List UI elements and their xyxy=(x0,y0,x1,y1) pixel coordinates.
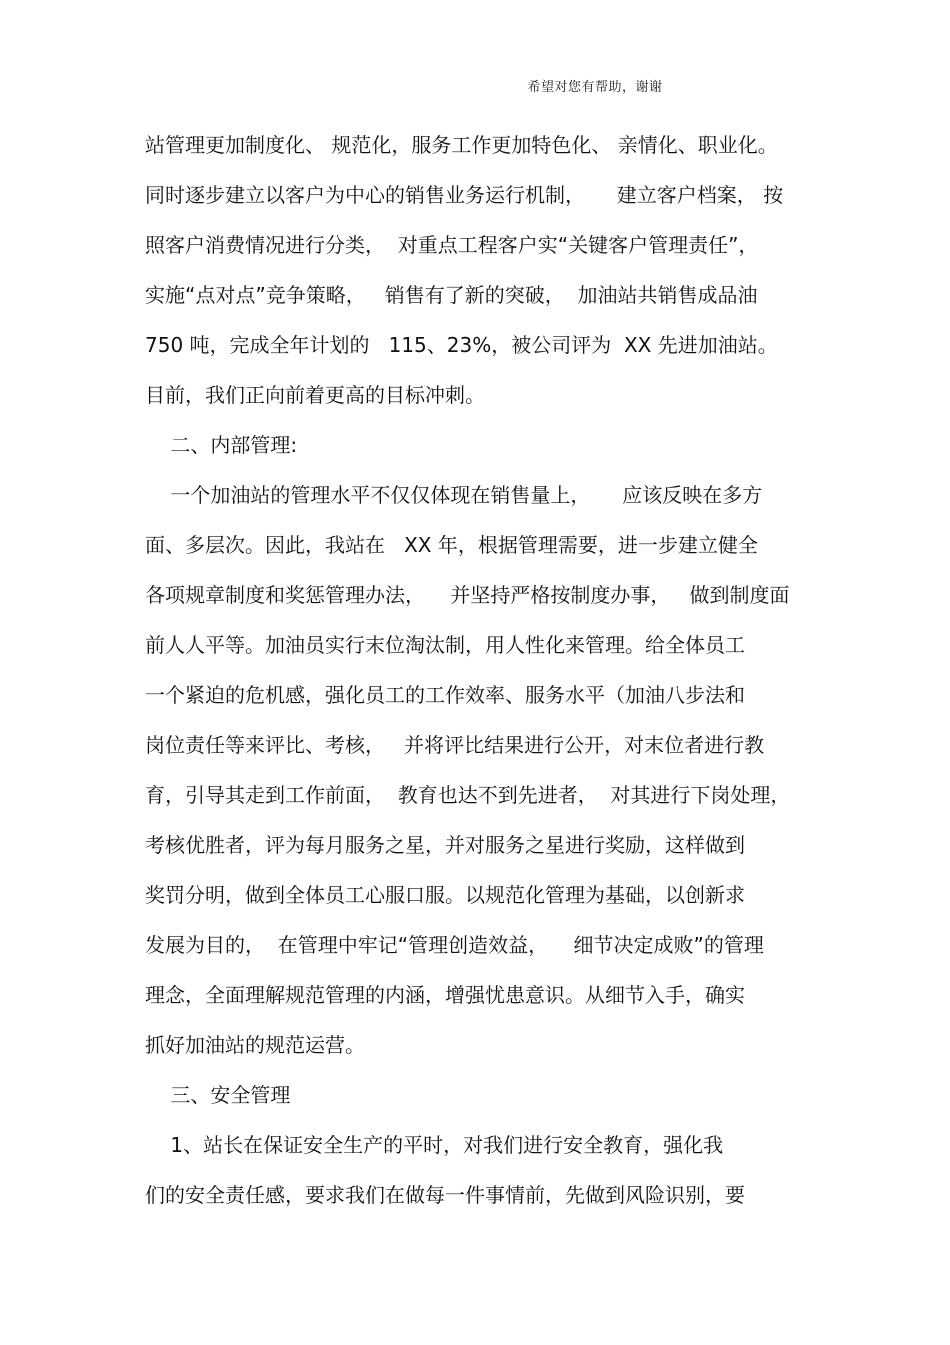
text-line: 岗位责任等来评比、考核， 并将评比结果进行公开，对末位者进行教 xyxy=(145,733,765,757)
document-body xyxy=(145,124,825,1224)
section-heading: 二、内部管理: xyxy=(145,433,298,457)
text-line: 考核优胜者，评为每月服务之星，并对服务之星进行奖励，这样做到 xyxy=(145,833,745,857)
text-line: 实施“点对点”竞争策略， 销售有了新的突破， 加油站共销售成品油 xyxy=(145,283,758,307)
text-line: 站管理更加制度化、 规范化，服务工作更加特色化、 亲情化、职业化。 xyxy=(145,133,778,157)
text-line: 理念，全面理解规范管理的内涵，增强忧患意识。从细节入手，确实 xyxy=(145,983,745,1007)
section-heading: 三、安全管理 xyxy=(145,1083,291,1107)
text-line: 一个紧迫的危机感，强化员工的工作效率、服务水平（加油八步法和 xyxy=(145,683,745,707)
text-line: 1、站长在保证安全生产的平时，对我们进行安全教育，强化我 xyxy=(145,1133,724,1157)
text-line: 同时逐步建立以客户为中心的销售业务运行机制， 建立客户档案， 按 xyxy=(145,183,784,207)
text-line: 奖罚分明，做到全体员工心服口服。以规范化管理为基础，以创新求 xyxy=(145,883,745,907)
text-line: 面、多层次。因此，我站在 XX 年，根据管理需要，进一步建立健全 xyxy=(145,533,758,557)
text-line: 前人人平等。加油员实行末位淘汰制，用人性化来管理。给全体员工 xyxy=(145,633,745,657)
text-line: 抓好加油站的规范运营。 xyxy=(145,1033,365,1057)
text-line: 一个加油站的管理水平不仅仅体现在销售量上， 应该反映在多方 xyxy=(145,483,763,507)
text-line: 们的安全责任感，要求我们在做每一件事情前，先做到风险识别，要 xyxy=(145,1183,745,1207)
text-line: 发展为目的， 在管理中牢记“管理创造效益， 细节决定成败”的管理 xyxy=(145,933,764,957)
text-line: 目前，我们正向前着更高的目标冲刺。 xyxy=(145,383,485,407)
text-line: 育，引导其走到工作前面， 教育也达不到先进者， 对其进行下岗处理， xyxy=(145,783,791,807)
text-line: 照客户消费情况进行分类， 对重点工程客户实“关键客户管理责任”， xyxy=(145,233,759,257)
text-line: 750 吨，完成全年计划的 115、23%，被公司评为 XX 先进加油站。 xyxy=(145,333,778,357)
text-line: 各项规章制度和奖惩管理办法， 并坚持严格按制度办事， 做到制度面 xyxy=(145,583,790,607)
page-header: 希望对您有帮助，谢谢 xyxy=(527,80,663,95)
